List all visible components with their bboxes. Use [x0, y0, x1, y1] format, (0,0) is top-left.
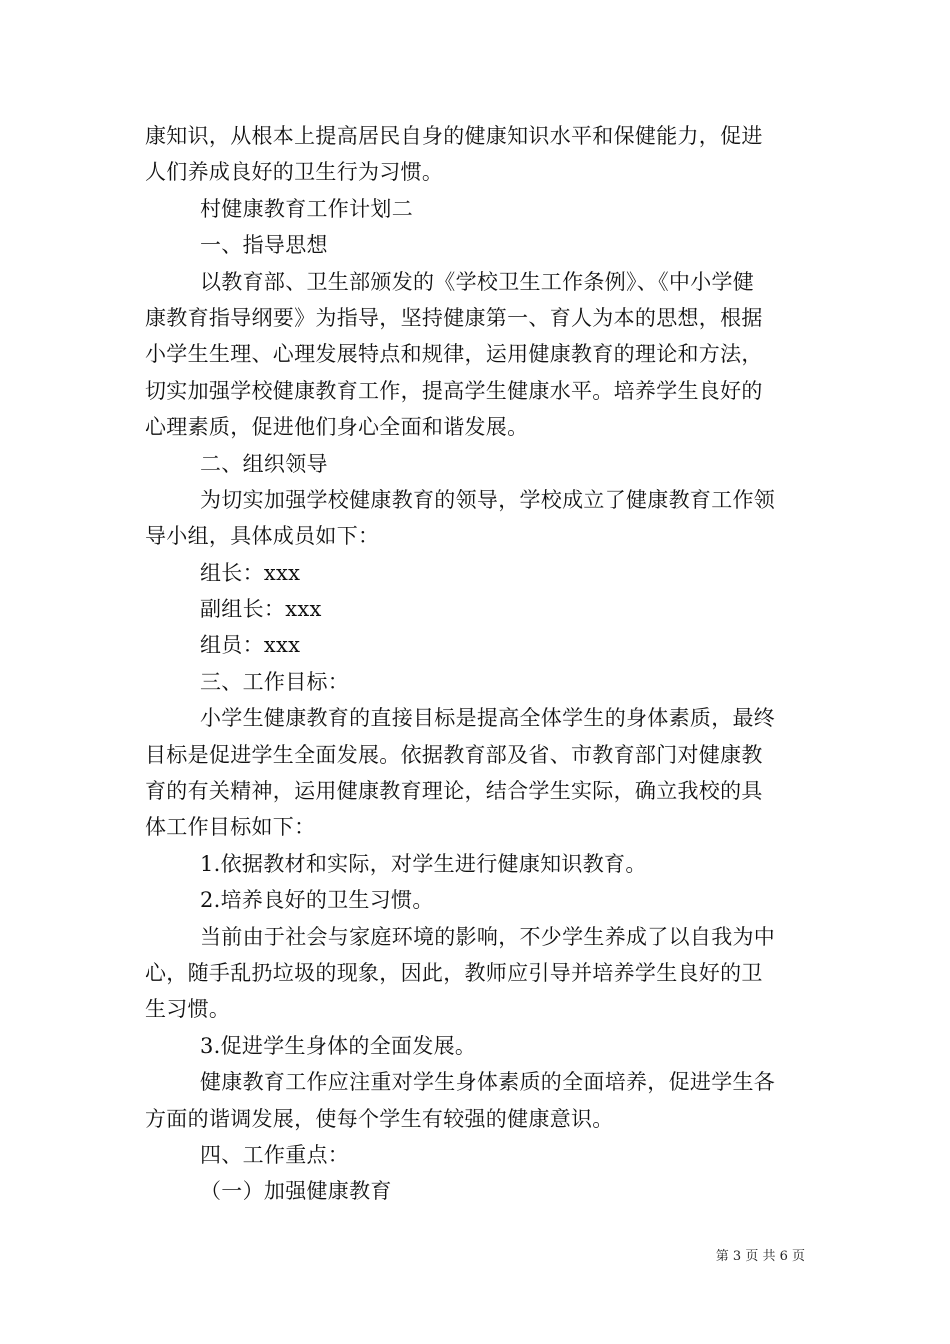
- text-line: 导小组，具体成员如下：: [145, 524, 380, 549]
- text-line: 切实加强学校健康教育工作，提高学生健康水平。培养学生良好的: [145, 378, 763, 403]
- text-line: 3.促进学生身体的全面发展。: [200, 1033, 477, 1058]
- text-line: 育的有关精神，运用健康教育理论，结合学生实际，确立我校的具: [145, 779, 763, 804]
- text-line: 村健康教育工作计划二: [200, 196, 413, 221]
- text-line: 心理素质，促进他们身心全面和谐发展。: [145, 415, 529, 440]
- text-line: 心，随手乱扔垃圾的现象，因此，教师应引导并培养学生良好的卫: [145, 960, 763, 985]
- text-line: 生习惯。: [145, 997, 231, 1022]
- text-line: 二、组织领导: [200, 451, 328, 476]
- text-line: 1.依据教材和实际，对学生进行健康知识教育。: [200, 851, 647, 876]
- text-line: 四、工作重点：: [200, 1142, 350, 1167]
- text-line: 方面的谐调发展，使每个学生有较强的健康意识。: [145, 1106, 614, 1131]
- text-line: 当前由于社会与家庭环境的影响，不少学生养成了以自我为中: [200, 924, 776, 949]
- text-line: 2.培养良好的卫生习惯。: [200, 888, 434, 913]
- text-line: 人们养成良好的卫生行为习惯。: [145, 160, 444, 185]
- text-line: 组员：xxx: [200, 633, 301, 658]
- text-line: 小学生生理、心理发展特点和规律，运用健康教育的理论和方法，: [145, 342, 763, 367]
- page-number: 第 3 页 共 6 页: [715, 1249, 805, 1264]
- text-line: 目标是促进学生全面发展。依据教育部及省、市教育部门对健康教: [145, 742, 763, 767]
- text-line: 小学生健康教育的直接目标是提高全体学生的身体素质，最终: [200, 706, 776, 731]
- document-body: [145, 118, 807, 1210]
- text-line: 一、指导思想: [200, 233, 328, 258]
- text-line: 为切实加强学校健康教育的领导，学校成立了健康教育工作领: [200, 487, 776, 512]
- text-line: 康知识，从根本上提高居民自身的健康知识水平和保健能力，促进: [145, 124, 763, 148]
- text-line: （一）加强健康教育: [200, 1179, 392, 1204]
- text-line: 组长：xxx: [200, 560, 301, 585]
- text-line: 康教育指导纲要》为指导，坚持健康第一、育人为本的思想，根据: [145, 305, 763, 330]
- text-line: 体工作目标如下：: [145, 815, 316, 840]
- text-line: 副组长：xxx: [200, 597, 322, 622]
- text-line: 以教育部、卫生部颁发的《学校卫生工作条例》、《中小学健: [200, 269, 755, 294]
- text-line: 健康教育工作应注重对学生身体素质的全面培养，促进学生各: [200, 1070, 776, 1095]
- text-line: 三、工作目标：: [200, 669, 350, 694]
